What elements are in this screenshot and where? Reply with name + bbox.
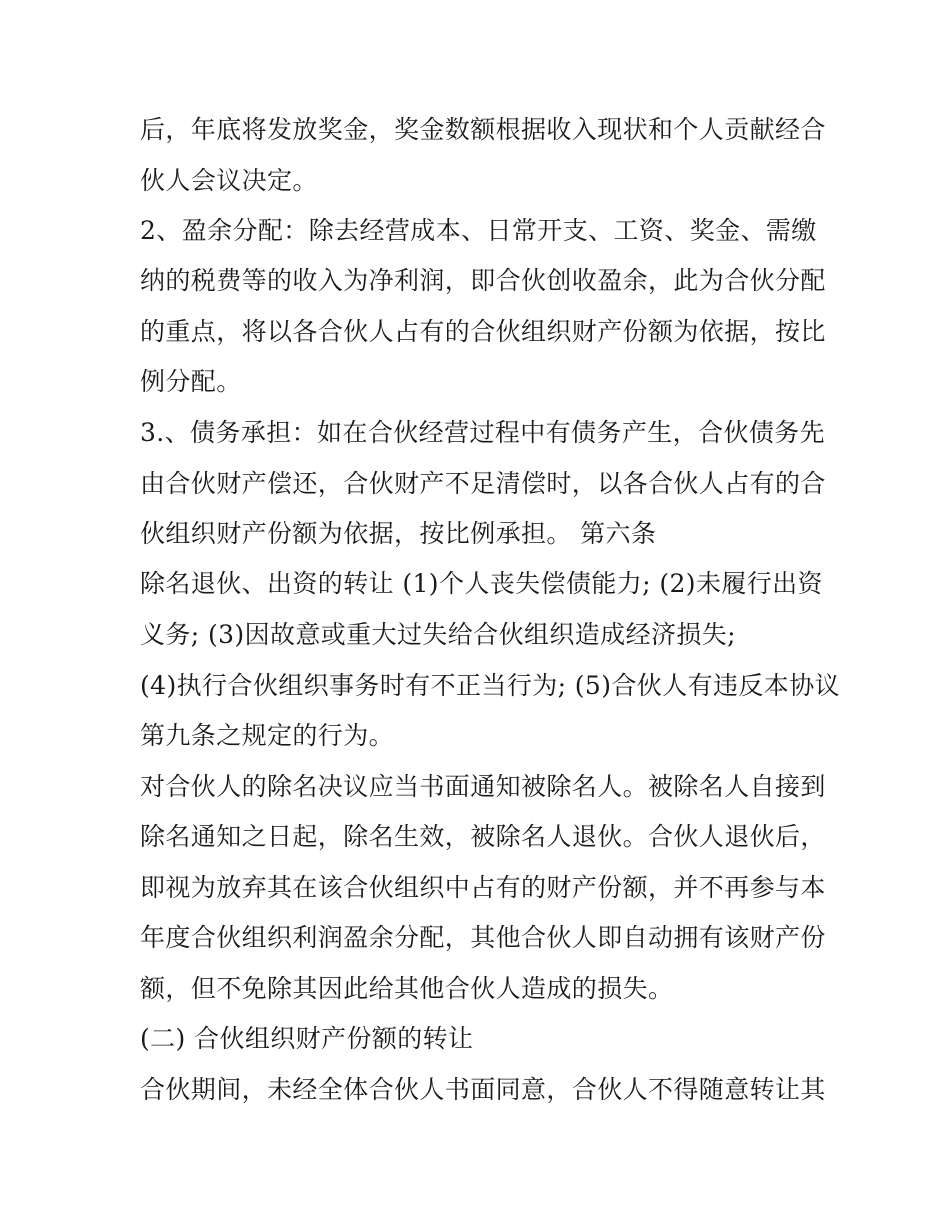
text-line-17: 年度合伙组织利润盈余分配，其他合伙人即自动拥有该财产份 bbox=[140, 923, 826, 952]
text-line-2: 伙人会议决定。 bbox=[140, 166, 318, 195]
text-line-1: 后，年底将发放奖金，奖金数额根据收入现状和个人贡献经合 bbox=[140, 115, 826, 144]
text-line-10: 除名退伙、出资的转让 (1)个人丧失偿债能力; (2)未履行出资 bbox=[140, 569, 823, 598]
text-line-8: 由合伙财产偿还，合伙财产不足清偿时，以各合伙人占有的合 bbox=[140, 469, 826, 498]
text-line-20: 合伙期间，未经全体合伙人书面同意，合伙人不得随意转让其 bbox=[140, 1075, 826, 1104]
text-line-3: 2、盈余分配：除去经营成本、日常开支、工资、奖金、需缴 bbox=[140, 216, 817, 245]
text-line-4: 纳的税费等的收入为净利润，即合伙创收盈余，此为合伙分配 bbox=[140, 266, 826, 295]
text-line-16: 即视为放弃其在该合伙组织中占有的财产份额，并不再参与本 bbox=[140, 873, 826, 902]
text-line-13: 第九条之规定的行为。 bbox=[140, 721, 395, 750]
text-line-18: 额，但不免除其因此给其他合伙人造成的损失。 bbox=[140, 974, 674, 1003]
text-line-19: (二) 合伙组织财产份额的转让 bbox=[140, 1024, 474, 1053]
text-line-14: 对合伙人的除名决议应当书面通知被除名人。被除名人自接到 bbox=[140, 772, 826, 801]
text-line-5: 的重点，将以各合伙人占有的合伙组织财产份额为依据，按比 bbox=[140, 317, 826, 346]
text-line-11: 义务; (3)因故意或重大过失给合伙组织造成经济损失; bbox=[140, 620, 737, 649]
text-line-9: 伙组织财产份额为依据，按比例承担。 第六条 bbox=[140, 519, 657, 548]
text-line-15: 除名通知之日起，除名生效，被除名人退伙。合伙人退伙后， bbox=[140, 822, 826, 851]
text-line-6: 例分配。 bbox=[140, 367, 242, 396]
text-line-12: (4)执行合伙组织事务时有不正当行为; (5)合伙人有违反本协议 bbox=[140, 671, 840, 700]
text-line-7: 3.、债务承担：如在合伙经营过程中有债务产生，合伙债务先 bbox=[140, 418, 826, 447]
